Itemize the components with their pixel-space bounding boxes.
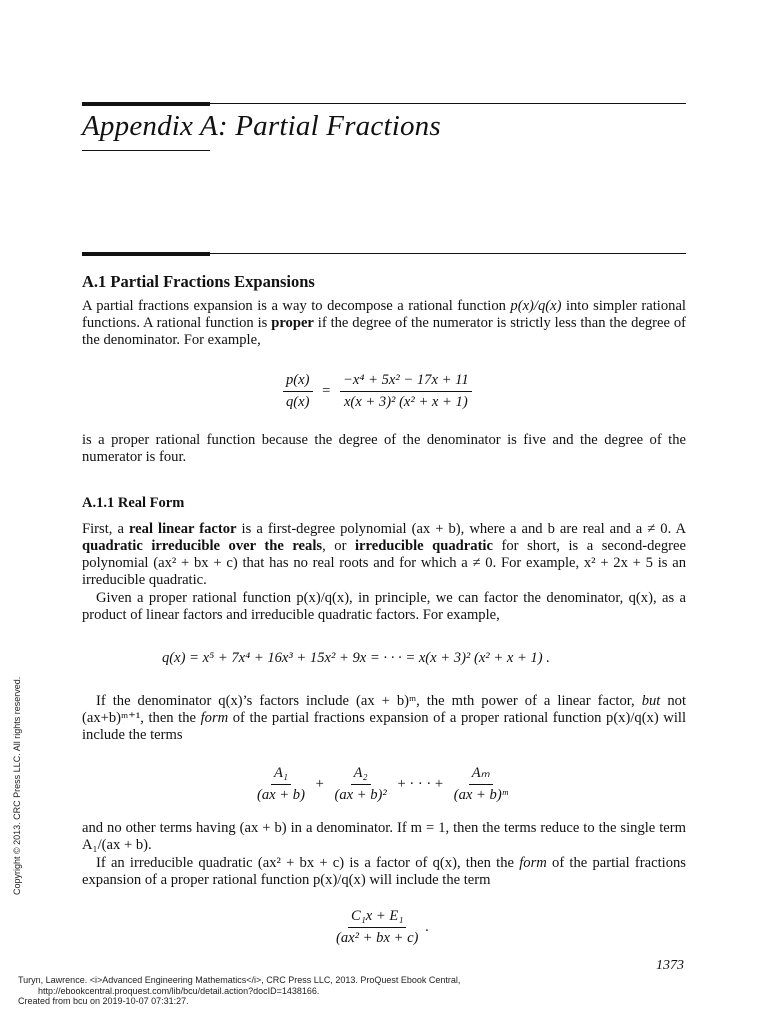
page-number: 1373: [656, 958, 684, 973]
equation-4: [333, 908, 429, 947]
fraction-numerator: p(x): [283, 372, 313, 392]
fraction-denominator: (ax + b)²: [334, 786, 387, 803]
text-span: A partial fractions expansion is a way to decompose a rational function: [82, 298, 511, 314]
text-span: , or: [322, 538, 355, 554]
paragraph-definitions: [82, 521, 686, 589]
text-span: of the partial fractions expansion of a proper rational function p(x)/q(x) will include the term: [82, 855, 686, 888]
section-title: A.1 Partial Fractions Expansions: [82, 272, 315, 291]
text-span: If an irreducible quadratic (ax² + bx + c) is a factor of q(x), then the: [96, 855, 520, 871]
emph-form: form: [200, 710, 229, 726]
fraction-numerator: −x⁴ + 5x² − 17x + 11: [340, 372, 472, 392]
text-span: First, a: [82, 521, 129, 537]
term-quadratic-irreducible: quadratic irreducible over the reals: [82, 538, 323, 554]
side-copyright: Copyright © 2013. CRC Press LLC. All rights reserved.: [12, 676, 22, 895]
plus-sign: +: [315, 775, 324, 792]
subsection-title: A.1.1 Real Form: [82, 495, 185, 511]
fraction-denominator: (ax + b)ᵐ: [453, 787, 508, 803]
fraction-numerator: C₁x + E₁: [348, 908, 406, 928]
fraction-numerator: Aₘ: [469, 764, 493, 785]
paragraph-intro: [82, 298, 686, 349]
ellipsis-sum: + · · · +: [397, 775, 444, 792]
fraction-lhs: [283, 372, 313, 411]
fraction-denominator: (ax + b): [257, 786, 305, 803]
fraction-numerator: A₁: [271, 765, 291, 785]
text-span: If the denominator q(x)’s factors include (ax + b)ᵐ, the mth power of a linear factor,: [96, 693, 642, 709]
fraction-quadratic-term: [333, 908, 421, 947]
equals-sign: =: [322, 383, 331, 399]
term-proper: proper: [271, 315, 314, 331]
period: .: [425, 919, 429, 935]
emph-form: form: [519, 855, 547, 871]
equation-2: q(x) = x⁵ + 7x⁴ + 16x³ + 15x² + 9x = · · · = x(x + 3)² (x² + x + 1) .: [162, 650, 550, 666]
chapter-title-underline: [82, 150, 210, 151]
paragraph-quadratic-factor: [82, 855, 686, 889]
chapter-rule-thick: [82, 102, 210, 106]
fraction-denominator: q(x): [286, 394, 310, 410]
fraction-term-2: [331, 765, 389, 804]
equation-3: [254, 764, 511, 804]
fraction-rhs: [340, 372, 472, 411]
paragraph-proper-explanation: is a proper rational function because the degree of the denominator is five and the degree of the numerator is four.: [82, 432, 686, 465]
fraction-term-1: [254, 765, 308, 804]
footer-line: Created from bcu on 2019-10-07 07:31:27.: [18, 996, 189, 1006]
paragraph-factoring: Given a proper rational function p(x)/q(x), in principle, we can factor the denominator, q(x), as a product of linear factors and irreducible quadratic factors. For example,: [82, 590, 686, 623]
math-inline: p(x)/q(x): [510, 298, 562, 314]
footer-line: Turyn, Lawrence. <i>Advanced Engineering Mathematics</i>, CRC Press LLC, 2013. ProQuest Ebook Central,: [18, 975, 461, 985]
fraction-denominator: (ax² + bx + c): [336, 930, 419, 946]
term-real-linear-factor: real linear factor: [128, 521, 237, 537]
text-span: into simpler rational functions. A rational function is: [82, 298, 686, 331]
text-span: not (ax+b)ᵐ⁺¹, then the: [82, 693, 687, 726]
term-irreducible-quadratic: irreducible quadratic: [354, 538, 493, 554]
chapter-rule-thin: [210, 103, 686, 104]
text-span: if the degree of the numerator is strictly less than the degree of the denominator. For example,: [82, 315, 686, 348]
paragraph-linear-factors: [82, 693, 686, 744]
text-span: is a first-degree polynomial (ax + b), where a and b are real and a ≠ 0. A: [236, 521, 687, 537]
section-rule-thick: [82, 252, 210, 256]
fraction-term-m: [451, 764, 511, 804]
footer-url[interactable]: http://ebookcentral.proquest.com/lib/bcu/detail.action?docID=1438166.: [38, 985, 320, 996]
footer-citation: [18, 975, 460, 1007]
paragraph-no-other-terms: and no other terms having (ax + b) in a denominator. If m = 1, then the terms reduce to the single term A₁/(ax + b).: [82, 820, 686, 853]
section-rule-thin: [210, 253, 686, 254]
text-span: for short, is a second-degree polynomial (ax² + bx + c) that has no real roots and for which a ≠ 0. For example, x² + 2x + 5 is an irreducible quadratic.: [82, 538, 686, 588]
fraction-numerator: A₂: [351, 765, 371, 785]
text-span: of the partial fractions expansion of a proper rational function p(x)/q(x) will include the terms: [82, 710, 686, 743]
equation-1: [283, 372, 472, 411]
fraction-denominator: x(x + 3)² (x² + x + 1): [343, 394, 468, 410]
emph-but: but: [641, 693, 661, 709]
chapter-title: Appendix A: Partial Fractions: [82, 110, 441, 142]
